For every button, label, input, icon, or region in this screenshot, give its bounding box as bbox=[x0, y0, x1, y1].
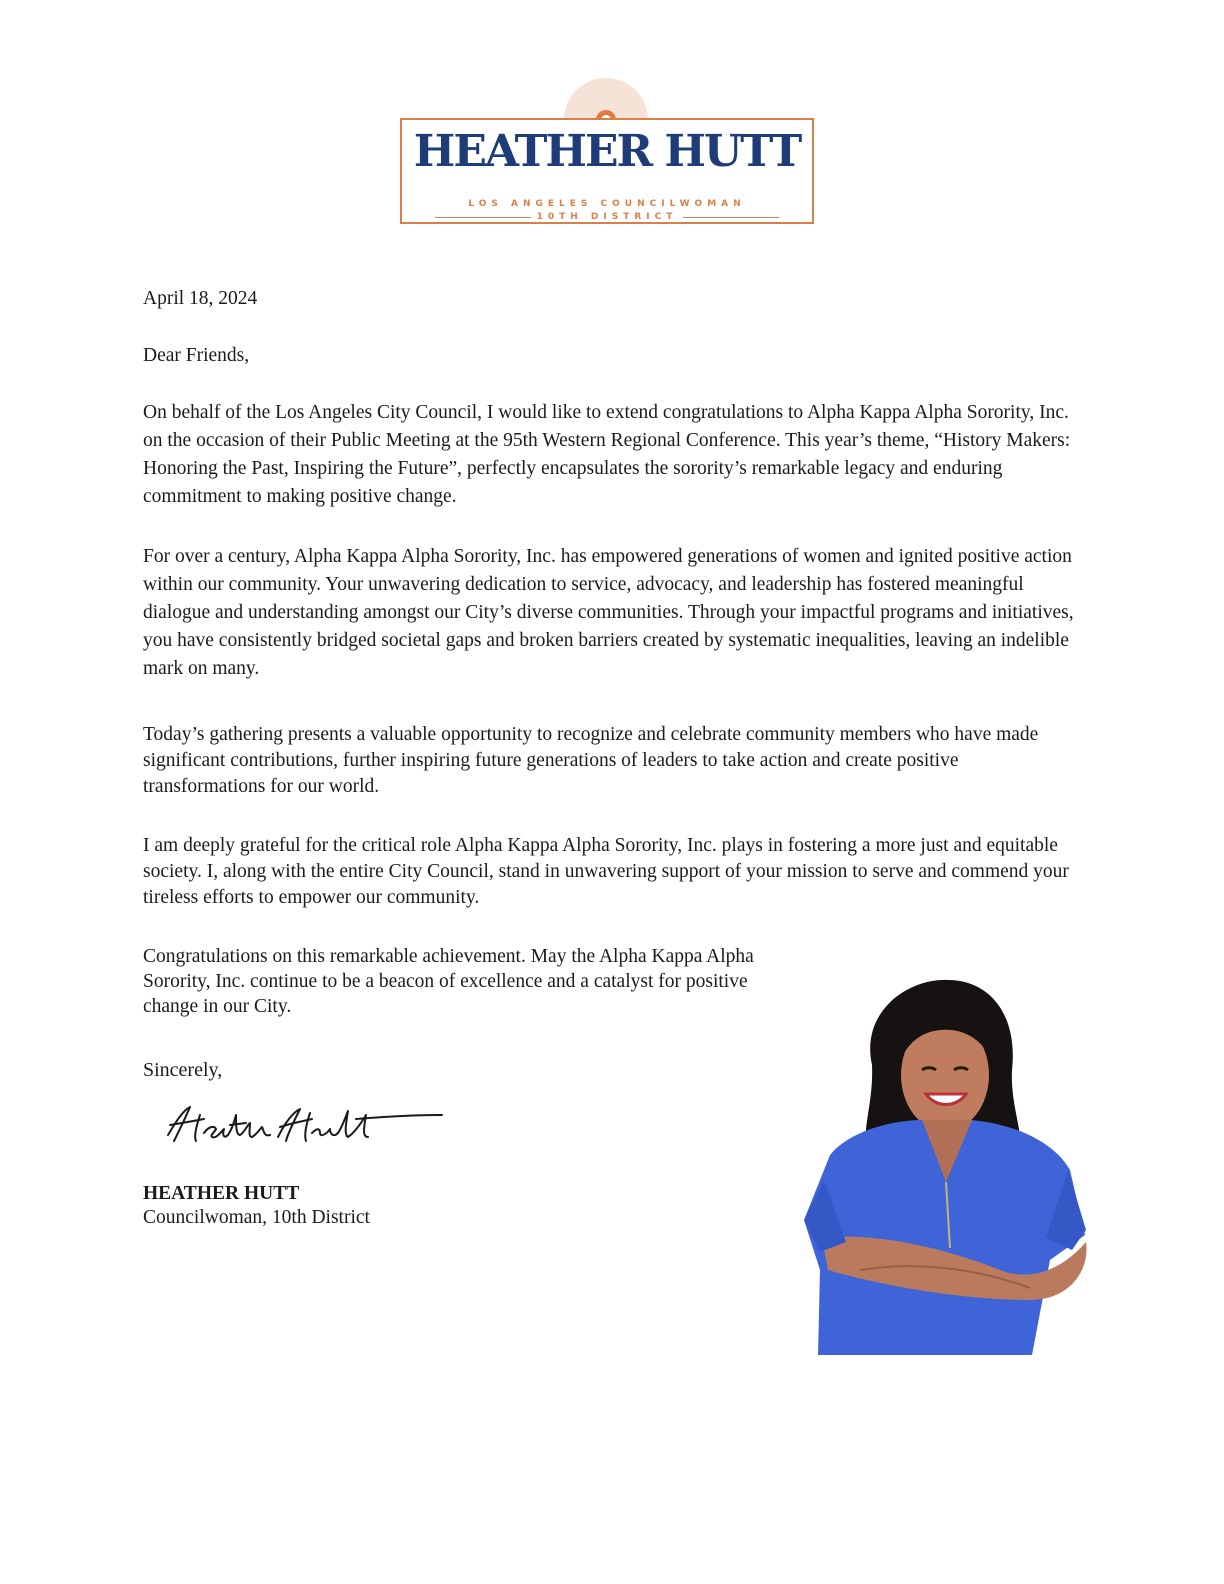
paragraph: Today’s gathering presents a valuable opportunity to recognize and celebrate community members who have made significant contributions, further inspiring future generations of leaders to take action and create positive transformations for our world. bbox=[143, 724, 1039, 797]
divider bbox=[683, 217, 779, 218]
closing: Sincerely, bbox=[143, 1059, 223, 1081]
letterhead bbox=[400, 78, 814, 224]
paragraph: I am deeply grateful for the critical role Alpha Kappa Alpha Sorority, Inc. plays in fostering a more just and equitable society. I, along with the entire City Council, stand in unwavering support of your mission to serve and commend your tireless efforts to empower our community. bbox=[143, 835, 1069, 908]
letterhead-district-row bbox=[400, 211, 814, 223]
signature-image bbox=[160, 1095, 450, 1155]
signer-name: HEATHER HUTT bbox=[143, 1183, 300, 1204]
councilwoman-portrait bbox=[800, 970, 1090, 1355]
sunrise-logo-icon bbox=[564, 78, 648, 120]
signer-title: Councilwoman, 10th District bbox=[143, 1207, 370, 1228]
letterhead-district: 10TH DISTRICT bbox=[536, 212, 678, 222]
letterhead-name: HEATHER HUTT bbox=[413, 126, 801, 177]
letterhead-subtitle: LOS ANGELES COUNCILWOMAN bbox=[468, 199, 746, 209]
paragraph: On behalf of the Los Angeles City Council, I would like to extend congratulations to Alpha Kappa Alpha Sorority, Inc. on the occasion of their Public Meeting at the 95th Western Regional Conference. This year’s theme, “History Makers: Honoring the Past, Inspiring the Future”, perfectly encapsulates the sorority’s remarkable legacy and enduring commitment to making positive change. bbox=[143, 402, 1071, 507]
paragraph: For over a century, Alpha Kappa Alpha Sorority, Inc. has empowered generations of women and ignited positive action within our community. Your unwavering dedication to service, advocacy, and leadership has fostered meaningful dialogue and understanding amongst our City’s diverse communities. Through your impactful programs and initiatives, you have consistently bridged societal gaps and broken barriers created by systematic inequalities, leaving an indelible mark on many. bbox=[143, 546, 1074, 679]
letter-date: April 18, 2024 bbox=[143, 288, 258, 309]
salutation: Dear Friends, bbox=[143, 345, 250, 366]
paragraph: Congratulations on this remarkable achievement. May the Alpha Kappa Alpha Sorority, Inc. continue to be a beacon of excellence and a catalyst for positive change in our City. bbox=[143, 946, 754, 1017]
divider bbox=[435, 217, 531, 218]
